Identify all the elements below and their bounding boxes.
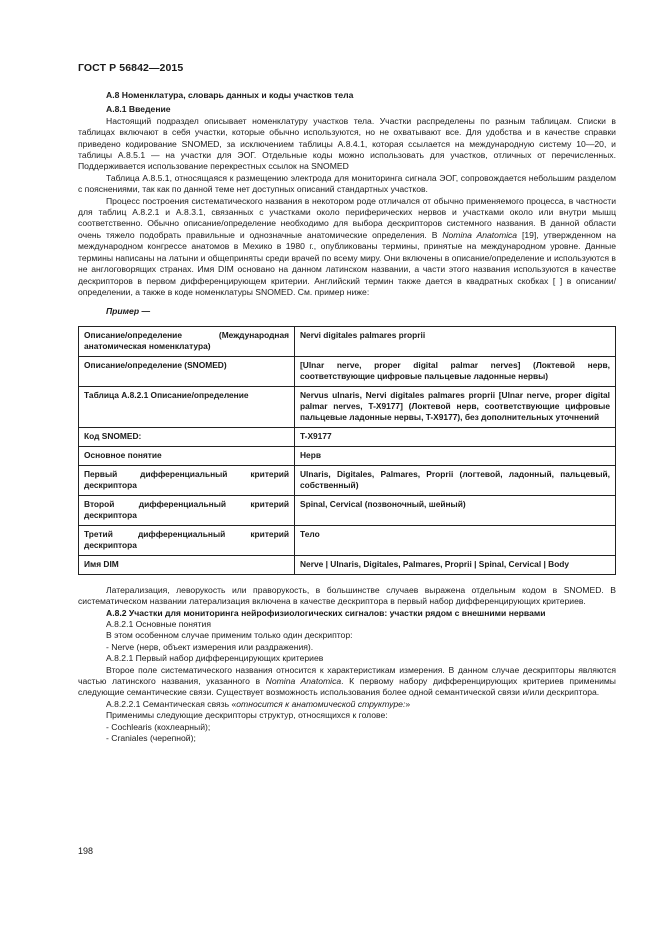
section-title-a82: А.8.2 Участки для мониторинга нейрофизиологических сигналов: участки рядом с внешними нервами: [106, 607, 546, 618]
paragraph-head-descriptors: Применимы следующие дескрипторы структур, относящихся к голове:: [106, 710, 388, 721]
list-item-cochlearis: - Cochlearis (кохлеарный);: [106, 721, 211, 732]
table-cell-value: Nervus ulnaris, Nervi digitales palmares proprii [Ulnar nerve, proper digital palmar nerves, T-X9177] (Локтевой нерв, соответствующие цифровые пальцевые ладонные нервы, T-X9177), без дополнительных уточнений: [295, 386, 616, 427]
table-row: [79, 495, 616, 525]
table-row: [79, 555, 616, 574]
section-title-a8: А.8 Номенклатура, словарь данных и коды участков тела: [106, 90, 354, 100]
table-row: [79, 525, 616, 555]
table-cell-value: T-X9177: [295, 427, 616, 446]
table-cell-label: Описание/определение (SNOMED): [79, 356, 295, 386]
paragraph-eog-table: Таблица А.8.5.1, относящаяся к размещению электрода для мониторинга сигнала ЭОГ, сопровождается небольшим разделом с пояснениями, так как по данной теме нет доступных описаний стандартных участков.: [78, 172, 616, 195]
subsection-a8211: А.8.2.1 Первый набор дифференцирующих критериев: [106, 653, 324, 664]
paragraph-second-field: Второе поле систематического названия относится к характеристикам измерения. В данном случае дескрипторы являются частью латинского названия, указанного в Nomina Anatomica. К первому набору дифференцирующих критериев применимы следующие семантические связи. Существует возможность использования более одной семантической связи и/или дескриптора.: [78, 664, 616, 698]
paragraph-single-descriptor: В этом особенном случае применим только один дескриптор:: [106, 630, 353, 641]
table-cell-label: Первый дифференциальный критерий дескриптора: [79, 465, 295, 495]
document-body: [78, 90, 616, 744]
table-row: [79, 465, 616, 495]
table-cell-label: Код SNOMED:: [79, 427, 295, 446]
table-cell-value: Nerve | Ulnaris, Digitales, Palmares, Proprii | Spinal, Cervical | Body: [295, 555, 616, 574]
subsection-a82211: А.8.2.2.1 Семантическая связь «относится к анатомической структуре:»: [106, 698, 411, 709]
table-row: [79, 446, 616, 465]
table-cell-value: Тело: [295, 525, 616, 555]
document-header: ГОСТ Р 56842—2015: [78, 62, 184, 74]
subsection-a821: А.8.2.1 Основные понятия: [106, 618, 212, 629]
page-number: 198: [78, 846, 94, 856]
list-item-nerve: - Nerve (нерв, объект измерения или раздражения).: [106, 641, 314, 652]
section-title-a81: А.8.1 Введение: [106, 104, 171, 115]
paragraph-naming-process: Процесс построения систематического названия в некотором роде отличался от обычно применяемого процесса, в частности для таблиц А.8.2.1 и А.8.3.1, связанных с участками около периферических нервов и участками около или внутри мышц соответственно. Обычно описание/определение необходимо для выбора дескрипторов системного названия. В данной области очень тяжело подобрать правильные и однозначные анатомические определения. В Nomina Anatomica [19], утвержденном на международном конгрессе анатомов в Мехико в 1980 г., опубликованы термины, принятые на международном уровне. Данные термины написаны на латыни и общеприняты среди врачей по всему миру. Они включены в описание/определение и используются в не англоговорящих странах. Имя DIM основано на данном латинском названии, а части этого названия используются в качестве дескрипторов в первом дифференцирующем критерии. Английский термин также дается в квадратных скобках [ ] в описании/определении, а также в коде номенклатуры SNOMED. См. пример ниже:: [78, 195, 616, 297]
table-cell-value: Spinal, Cervical (позвоночный, шейный): [295, 495, 616, 525]
table-cell-value: Ulnaris, Digitales, Palmares, Proprii (логтевой, ладонный, пальцевый, собственный): [295, 465, 616, 495]
paragraph-intro: Настоящий подраздел описывает номенклатуру участков тела. Участки распределены по разным таблицам. Списки в таблицах включают в себя участки, которые обычно используются, но не охватывают все. Для удобства и в качестве справки приведено кодирование SNOMED, за исключением таблицы А.8.4.1, которая ссылается на международную систему 10—20, и таблицы А.8.5.1 — на участки для ЭОГ. Отдельные коды можно использовать для участков, отличных от перечисленных. Поддерживается использование перекрестных ссылок на SNOMED: [78, 115, 616, 172]
table-cell-label: Основное понятие: [79, 446, 295, 465]
table-cell-label: Имя DIM: [79, 555, 295, 574]
table-cell-label: Третий дифференциальный критерий дескриптора: [79, 525, 295, 555]
table-cell-value: Нерв: [295, 446, 616, 465]
table-row: [79, 386, 616, 427]
table-cell-label: Описание/определение (Международная анатомическая номенклатура): [79, 326, 295, 356]
table-cell-label: Второй дифференциальный критерий дескриптора: [79, 495, 295, 525]
table-cell-label: Таблица А.8.2.1 Описание/определение: [79, 386, 295, 427]
table-row: [79, 326, 616, 356]
list-item-craniales: - Craniales (черепной);: [106, 733, 196, 743]
table-row: [79, 427, 616, 446]
paragraph-lateralization: Латерализация, леворукость или праворукость, в большинстве случаев выражена отдельным кодом в SNOMED. В систематическом названии латерализация включена в качестве дескриптора в первый набор дифференцирующих критериев.: [78, 584, 616, 607]
table-cell-value: Nervi digitales palmares proprii: [295, 326, 616, 356]
table-cell-value: [Ulnar nerve, proper digital palmar nerves] (Локтевой нерв, соответствующие цифровые пальцевые ладонные нервы): [295, 356, 616, 386]
table-row: [79, 356, 616, 386]
example-table: [78, 326, 616, 575]
example-label: Пример —: [106, 306, 151, 317]
